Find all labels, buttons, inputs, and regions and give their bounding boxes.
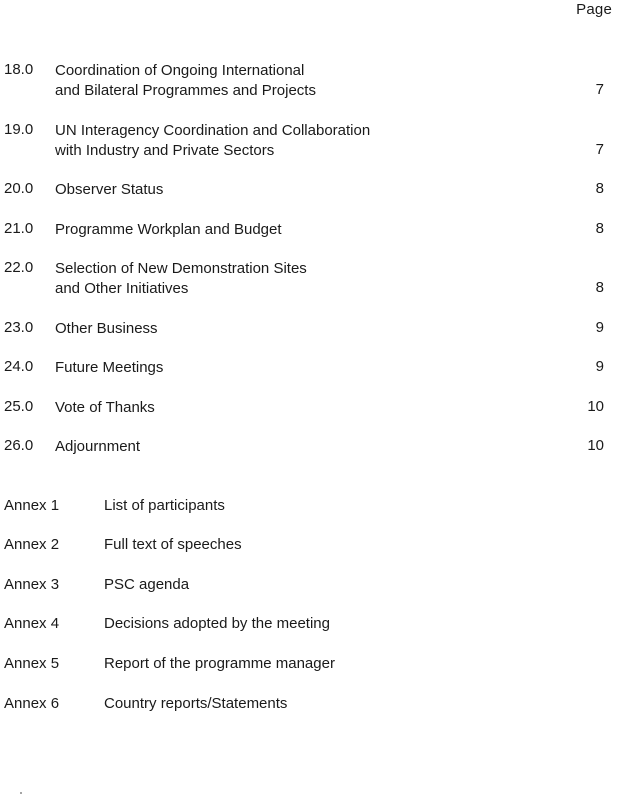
annex-title: Report of the programme manager <box>104 655 335 672</box>
toc-entry-19 <box>0 121 624 161</box>
annex-label: Annex 3 <box>4 576 60 593</box>
toc-title-line: with Industry and Private Sectors <box>55 142 275 159</box>
toc-title <box>55 319 495 339</box>
annex-title: Decisions adopted by the meeting <box>104 615 330 632</box>
annex-label: Annex 4 <box>4 615 60 632</box>
toc-number: 25.0 <box>4 398 34 415</box>
annex-item-4 <box>0 615 624 639</box>
annex-item-5 <box>0 655 624 679</box>
toc-title <box>55 358 495 378</box>
toc-title <box>55 220 495 240</box>
toc-title-line: Vote of Thanks <box>55 399 155 416</box>
annex-label: Annex 5 <box>4 655 60 672</box>
toc-number: 19.0 <box>4 121 34 138</box>
toc-entry-20 <box>0 180 624 220</box>
annex-title: List of participants <box>104 497 225 514</box>
toc-number: 24.0 <box>4 358 34 375</box>
toc-title-line: UN Interagency Coordination and Collaboration <box>55 122 371 139</box>
toc-entry-22 <box>0 259 624 299</box>
toc-title-line: Adjournment <box>55 438 141 455</box>
toc-title-line: and Bilateral Programmes and Projects <box>55 82 316 99</box>
toc-title <box>55 259 495 299</box>
toc-number: 21.0 <box>4 220 34 237</box>
toc-title <box>55 121 495 161</box>
toc-title <box>55 437 495 457</box>
toc-page-number: 10 <box>587 398 604 415</box>
toc-page-number: 8 <box>595 180 604 197</box>
toc-page-number: 8 <box>595 220 604 237</box>
toc-number: 22.0 <box>4 259 34 276</box>
toc-entry-25 <box>0 398 624 438</box>
toc-entry-18 <box>0 61 624 101</box>
toc-entry-24 <box>0 358 624 398</box>
toc-title-line: Other Business <box>55 320 158 337</box>
annex-label: Annex 6 <box>4 695 60 712</box>
toc-title-line: Selection of New Demonstration Sites <box>55 260 307 277</box>
toc-title <box>55 398 495 418</box>
annex-item-2 <box>0 536 624 560</box>
annex-item-1 <box>0 497 624 521</box>
toc-page-number: 10 <box>587 437 604 454</box>
annex-title: Country reports/Statements <box>104 695 288 712</box>
annex-item-6 <box>0 695 624 719</box>
toc-page-number: 8 <box>595 279 604 296</box>
toc-number: 18.0 <box>4 61 34 78</box>
toc-entry-21 <box>0 220 624 260</box>
toc-title-line: Observer Status <box>55 181 164 198</box>
annex-label: Annex 1 <box>4 497 60 514</box>
toc-title-line: Future Meetings <box>55 359 164 376</box>
annex-title: Full text of speeches <box>104 536 242 553</box>
scan-speck <box>20 792 22 794</box>
toc-number: 23.0 <box>4 319 34 336</box>
toc-title-line: Coordination of Ongoing International <box>55 62 305 79</box>
toc-title <box>55 61 495 101</box>
toc-entry-26 <box>0 437 624 477</box>
toc-page-number: 9 <box>595 358 604 375</box>
toc-number: 20.0 <box>4 180 34 197</box>
toc-number: 26.0 <box>4 437 34 454</box>
toc-page-number: 9 <box>595 319 604 336</box>
toc-entry-23 <box>0 319 624 359</box>
page-column-header: Page <box>576 1 612 18</box>
toc-page-number: 7 <box>595 141 604 158</box>
annex-item-3 <box>0 576 624 600</box>
toc-title-line: and Other Initiatives <box>55 280 189 297</box>
toc-page-number: 7 <box>595 81 604 98</box>
toc-title-line: Programme Workplan and Budget <box>55 221 282 238</box>
toc-title <box>55 180 495 200</box>
annex-label: Annex 2 <box>4 536 60 553</box>
annex-title: PSC agenda <box>104 576 190 593</box>
